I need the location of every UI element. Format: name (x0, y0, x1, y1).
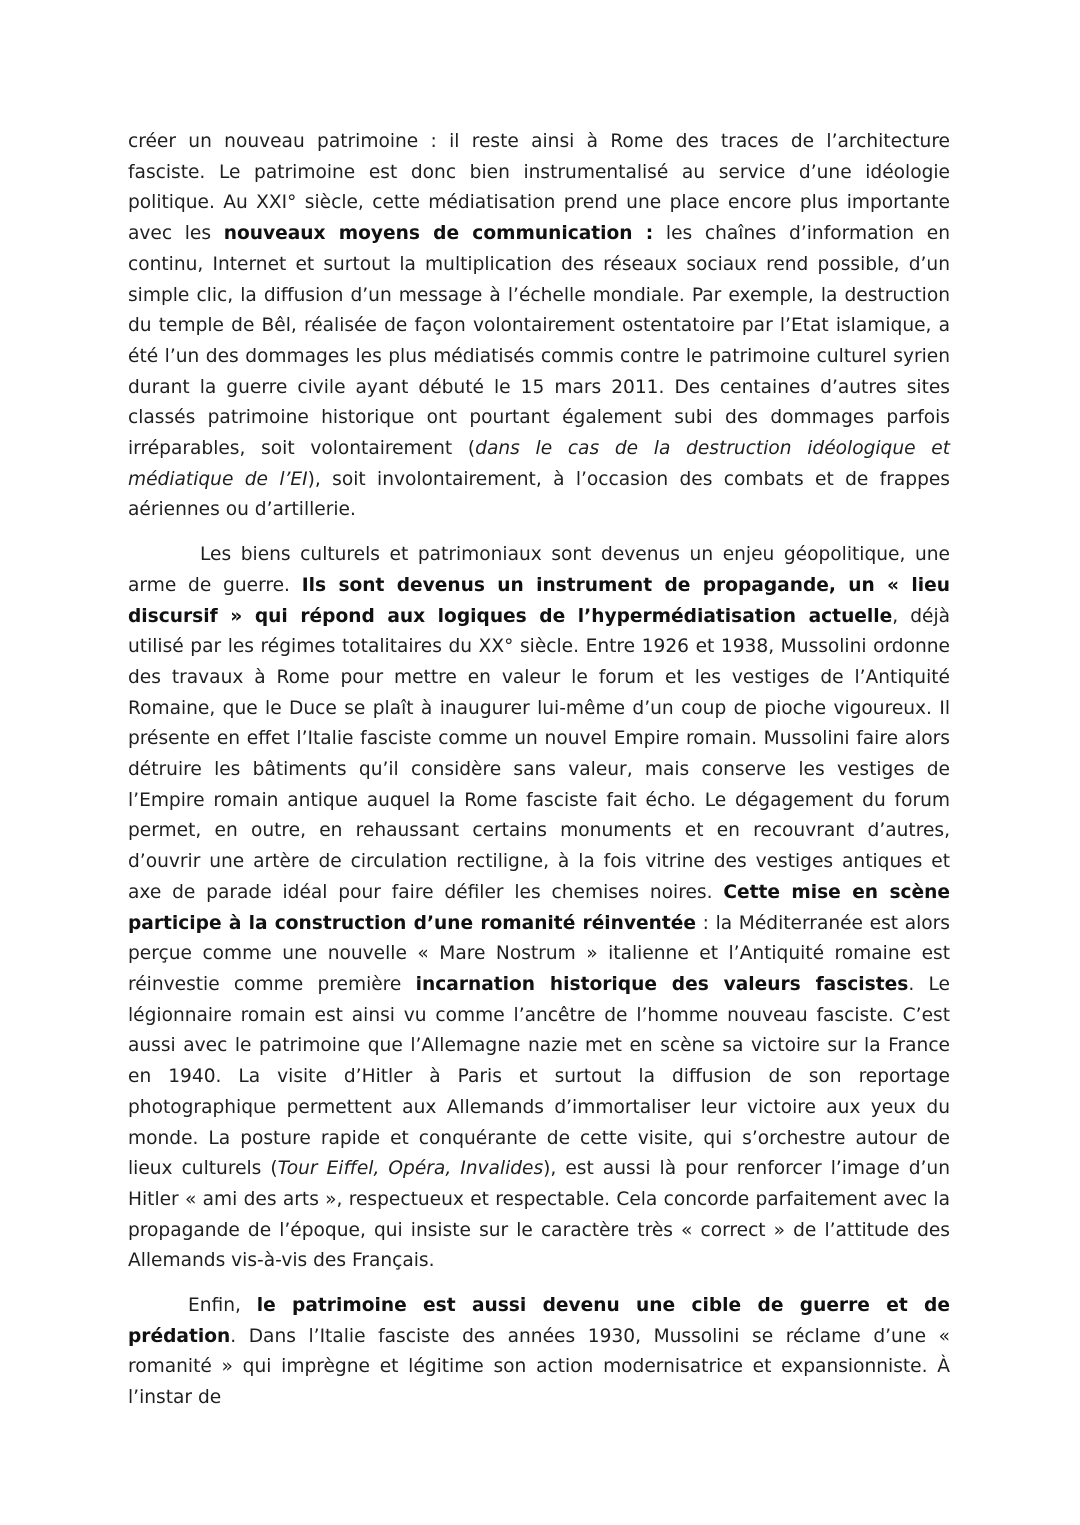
body-text: ), est aussi là pour renforcer l’image d’un Hitler « ami des arts », respectueux et respectable. Cela concorde parfaitement avec la propagande de l’époque, qui insiste sur le caractère très « correct » de l’attitude des Allemands vis-à-vis des Français. (128, 1158, 950, 1272)
bold-text: Ils sont devenus un instrument de propagande, un « lieu discursif » qui répond aux logiques de l’hypermédiatisation actuelle (128, 574, 950, 627)
body-text: les chaînes d’information en continu, Internet et surtout la multiplication des réseaux sociaux rend possible, d’un simple clic, la diffusion d’un message à l’échelle mondiale. Par exemple, la destruction du temple de Bêl, réalisée de façon volontairement ostentatoire par l’Etat islamique, a été l’un des dommages les plus médiatisés commis contre le patrimoine culturel syrien durant la guerre civile ayant débuté le 15 mars 2011. Des centaines d’autres sites classés patrimoine historique ont pourtant également subi des dommages parfois irréparables, soit volontairement ( (128, 223, 950, 460)
bold-text: le patrimoine est aussi devenu une cible de guerre et de prédation (128, 1295, 950, 1347)
italic-text: Tour Eiffel, Opéra, Invalides (277, 1158, 544, 1180)
body-text: Les biens culturels et patrimoniaux sont devenus un enjeu géopolitique, une arme de guerre. (128, 544, 950, 596)
bold-text: incarnation historique des valeurs fascistes (415, 973, 909, 995)
bold-text: nouveaux moyens de communication : (223, 223, 654, 245)
body-text: : la Méditerranée est alors perçue comme une nouvelle « Mare Nostrum » italienne et l’Antiquité romaine est réinvestie comme première (128, 912, 950, 995)
body-text: ), soit involontairement, à l’occasion des combats et de frappes aériennes ou d’artillerie. (128, 468, 950, 521)
paragraph-2 (128, 540, 950, 1277)
italic-text: dans le cas de la destruction idéologique et médiatique de l’EI (128, 438, 951, 490)
document-page (128, 127, 950, 1414)
body-text: Enfin, (188, 1295, 257, 1317)
bold-text: Cette mise en scène participe à la construction d’une romanité réinventée (128, 881, 950, 934)
body-text: . Dans l’Italie fasciste des années 1930, Mussolini se réclame d’une « romanité » qui imprègne et légitime son action modernisatrice et expansionniste. À l’instar de (128, 1325, 950, 1409)
body-text: , déjà utilisé par les régimes totalitaires du XX° siècle. Entre 1926 et 1938, Mussolini ordonne des travaux à Rome pour mettre en valeur le forum et les vestiges de l’Antiquité Romaine, que le Duce se plaît à inaugurer lui-même d’un coup de pioche vigoureux. Il présente en effet l’Italie fasciste comme un nouvel Empire romain. Mussolini faire alors détruire les bâtiments qu’il considère sans valeur, mais conserve les vestiges de l’Empire romain antique auquel la Rome fasciste fait écho. Le dégagement du forum permet, en outre, en rehaussant certains monuments et en recouvrant d’autres, d’ouvrir une artère de circulation rectiligne, à la fois vitrine des vestiges antiques et axe de parade idéal pour faire défiler les chemises noires. (128, 605, 950, 903)
body-text: . Le légionnaire romain est ainsi vu comme l’ancêtre de l’homme nouveau fasciste. C’est aussi avec le patrimoine que l’Allemagne nazie met en scène sa victoire sur la France en 1940. La visite d’Hitler à Paris et surtout la diffusion de son reportage photographique permettent aux Allemands d’immortaliser leur victoire aux yeux du monde. La posture rapide et conquérante de cette visite, qui s’orchestre autour de lieux culturels ( (128, 973, 950, 1180)
paragraph-3 (128, 1291, 950, 1414)
paragraph-1 (128, 127, 950, 526)
body-text: créer un nouveau patrimoine : il reste ainsi à Rome des traces de l’architecture fasciste. Le patrimoine est donc bien instrumentalisé au service d’une idéologie politique. Au XXI° siècle, cette médiatisation prend une place encore plus importante avec les (128, 131, 950, 245)
